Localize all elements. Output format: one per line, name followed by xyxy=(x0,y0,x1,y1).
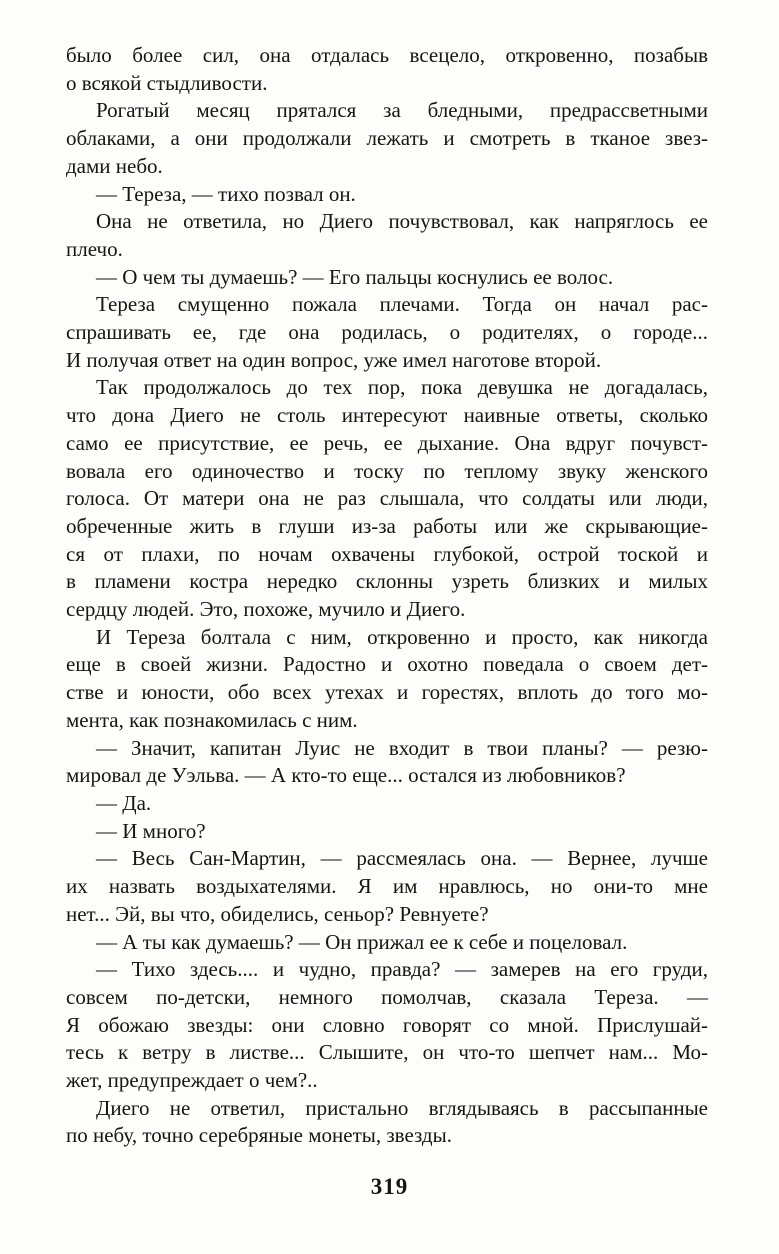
text-line: о всякой стыдливости. xyxy=(66,70,268,95)
paragraph xyxy=(66,929,708,957)
text-line: Она не ответила, но Диего почувствовал, как напряглось ее xyxy=(96,209,708,234)
text-line: — Значит, капитан Луис не входит в твои планы? — резю- xyxy=(96,735,708,760)
paragraph xyxy=(66,264,708,292)
page-number: 319 xyxy=(370,1174,409,1199)
paragraph xyxy=(66,97,708,180)
paragraph xyxy=(66,818,708,846)
paragraph xyxy=(66,1095,708,1150)
text-line: ся от плахи, по ночам охвачены глубокой, острой тоской и xyxy=(66,541,708,566)
text-line: обреченные жить в глуши из-за работы или же скрывающие- xyxy=(66,513,708,538)
text-line: Рогатый месяц прятался за бледными, предрассветными xyxy=(96,98,708,123)
paragraph xyxy=(66,790,708,818)
text-line: тесь к ветру в листве... Слышите, он что-то шепчет нам... Мо- xyxy=(66,1040,708,1065)
text-line: И получая ответ на один вопрос, уже имел наготове второй. xyxy=(66,347,602,372)
text-line: дами небо. xyxy=(66,153,163,178)
text-line: Я обожаю звезды: они словно говорят со мной. Прислушай- xyxy=(66,1012,708,1037)
paragraph xyxy=(66,956,708,1095)
text-block xyxy=(66,42,708,1150)
text-line: стве и юности, обо всех утехах и горестях, вплоть до того мо- xyxy=(66,680,708,705)
paragraph xyxy=(66,181,708,209)
text-line: — Тихо здесь.... и чудно, правда? — замерев на его груди, xyxy=(96,957,708,982)
text-line: в пламени костра нередко склонны узреть близких и милых xyxy=(66,569,708,594)
paragraph xyxy=(66,624,708,735)
paragraph xyxy=(66,291,708,374)
text-line: мента, как познакомилась с ним. xyxy=(66,707,358,732)
text-line: что дона Диего не столь интересуют наивные ответы, сколько xyxy=(66,403,708,428)
text-line: Так продолжалось до тех пор, пока девушка не догадалась, xyxy=(96,375,708,400)
text-line: было более сил, она отдалась всецело, откровенно, позабыв xyxy=(66,43,708,67)
text-line: Тереза смущенно пожала плечами. Тогда он начал рас- xyxy=(96,292,708,317)
text-line: нет... Эй, вы что, обиделись, сеньор? Ревнуете? xyxy=(66,901,489,926)
text-line: — Весь Сан-Мартин, — рассмеялась она. — Вернее, лучше xyxy=(96,846,708,871)
text-line: Диего не ответил, пристально вглядываясь в рассыпанные xyxy=(96,1095,708,1120)
text-line: — О чем ты думаешь? — Его пальцы коснулись ее волос. xyxy=(96,264,614,289)
text-line: голоса. От матери она не раз слышала, что солдаты или люди, xyxy=(66,486,708,511)
text-line: плечо. xyxy=(66,236,123,261)
paragraph xyxy=(66,208,708,263)
paragraph xyxy=(66,845,708,928)
paragraph xyxy=(66,42,708,97)
text-line: еще в своей жизни. Радостно и охотно поведала о своем дет- xyxy=(66,652,708,677)
text-line: облаками, а они продолжали лежать и смотреть в тканое звез- xyxy=(66,126,708,151)
text-line: И Тереза болтала с ним, откровенно и просто, как никогда xyxy=(96,624,708,649)
text-line: вовала его одиночество и тоску по теплому звуку женского xyxy=(66,458,708,483)
text-line: мировал де Уэльва. — А кто-то еще... остался из любовников? xyxy=(66,763,626,788)
text-line: спрашивать ее, где она родилась, о родителях, о городе... xyxy=(66,320,708,345)
paragraph xyxy=(66,374,708,623)
text-line: — Тереза, — тихо позвал он. xyxy=(96,181,356,206)
paragraph xyxy=(66,735,708,790)
text-line: — А ты как думаешь? — Он прижал ее к себе и поцеловал. xyxy=(96,929,628,954)
text-line: — И много? xyxy=(96,818,206,843)
text-line: сердцу людей. Это, похоже, мучило и Диего. xyxy=(66,597,466,622)
text-line: само ее присутствие, ее речь, ее дыхание. Она вдруг почувст- xyxy=(66,430,708,455)
text-line: — Да. xyxy=(96,790,152,815)
text-line: жет, предупреждает о чем?.. xyxy=(66,1068,318,1093)
text-line: их назвать воздыхателями. Я им нравлюсь, но они-то мне xyxy=(66,874,708,899)
text-line: совсем по-детски, немного помолчав, сказала Тереза. — xyxy=(66,984,708,1009)
text-line: по небу, точно серебряные монеты, звезды. xyxy=(66,1123,452,1148)
